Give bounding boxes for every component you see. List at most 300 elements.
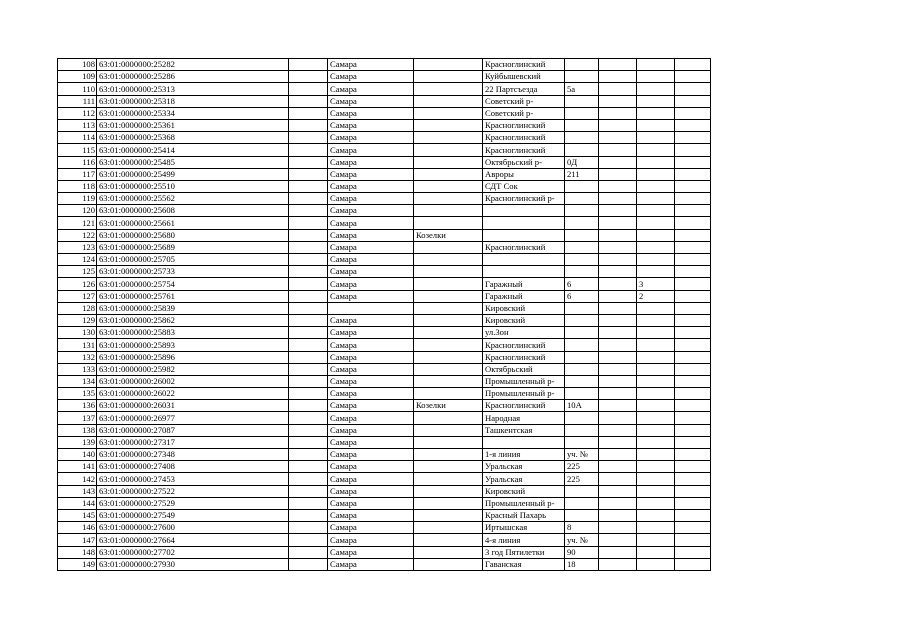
empty-cell[interactable] <box>675 254 711 266</box>
street-cell[interactable] <box>483 254 565 266</box>
empty-cell[interactable] <box>289 497 328 509</box>
row-number-cell[interactable]: 147 <box>58 534 97 546</box>
apartment-cell[interactable] <box>637 205 675 217</box>
empty-cell[interactable] <box>675 485 711 497</box>
row-number-cell[interactable]: 129 <box>58 314 97 326</box>
street-cell[interactable]: Промышленный р- <box>483 497 565 509</box>
city-cell[interactable]: Самара <box>328 558 414 570</box>
street-cell[interactable]: 4-я линия <box>483 534 565 546</box>
empty-cell[interactable] <box>289 254 328 266</box>
empty-cell[interactable] <box>599 254 637 266</box>
empty-cell[interactable] <box>289 534 328 546</box>
city-cell[interactable]: Самара <box>328 180 414 192</box>
empty-cell[interactable] <box>599 363 637 375</box>
empty-cell[interactable] <box>675 424 711 436</box>
empty-cell[interactable] <box>289 217 328 229</box>
street-cell[interactable]: Кировский <box>483 485 565 497</box>
apartment-cell[interactable] <box>637 400 675 412</box>
house-cell[interactable]: 6 <box>565 290 599 302</box>
apartment-cell[interactable] <box>637 461 675 473</box>
row-number-cell[interactable]: 108 <box>58 59 97 71</box>
city-cell[interactable]: Самара <box>328 156 414 168</box>
city-cell[interactable]: Самара <box>328 400 414 412</box>
cadastral-number-cell[interactable]: 63:01:0000000:27529 <box>97 497 289 509</box>
empty-cell[interactable] <box>599 168 637 180</box>
house-cell[interactable] <box>565 314 599 326</box>
settlement-cell[interactable] <box>414 327 483 339</box>
cadastral-number-cell[interactable]: 63:01:0000000:25510 <box>97 180 289 192</box>
city-cell[interactable]: Самара <box>328 193 414 205</box>
street-cell[interactable]: Красноглинский <box>483 119 565 131</box>
cadastral-number-cell[interactable]: 63:01:0000000:25883 <box>97 327 289 339</box>
street-cell[interactable]: Кировский <box>483 314 565 326</box>
house-cell[interactable]: 225 <box>565 461 599 473</box>
cadastral-number-cell[interactable]: 63:01:0000000:25705 <box>97 254 289 266</box>
street-cell[interactable]: 22 Партсъезда <box>483 83 565 95</box>
empty-cell[interactable] <box>599 290 637 302</box>
house-cell[interactable] <box>565 229 599 241</box>
street-cell[interactable]: Красноглинский <box>483 132 565 144</box>
empty-cell[interactable] <box>289 119 328 131</box>
settlement-cell[interactable] <box>414 132 483 144</box>
apartment-cell[interactable] <box>637 156 675 168</box>
empty-cell[interactable] <box>289 449 328 461</box>
street-cell[interactable]: Гаванская <box>483 558 565 570</box>
empty-cell[interactable] <box>289 205 328 217</box>
empty-cell[interactable] <box>675 302 711 314</box>
settlement-cell[interactable] <box>414 314 483 326</box>
cadastral-number-cell[interactable]: 63:01:0000000:25414 <box>97 144 289 156</box>
row-number-cell[interactable]: 124 <box>58 254 97 266</box>
row-number-cell[interactable]: 119 <box>58 193 97 205</box>
apartment-cell[interactable] <box>637 473 675 485</box>
apartment-cell[interactable] <box>637 241 675 253</box>
street-cell[interactable]: Красноглинский <box>483 241 565 253</box>
empty-cell[interactable] <box>599 436 637 448</box>
row-number-cell[interactable]: 121 <box>58 217 97 229</box>
cadastral-number-cell[interactable]: 63:01:0000000:27930 <box>97 558 289 570</box>
street-cell[interactable]: Гаражный <box>483 278 565 290</box>
empty-cell[interactable] <box>289 95 328 107</box>
row-number-cell[interactable]: 125 <box>58 266 97 278</box>
street-cell[interactable]: Промышленный р- <box>483 388 565 400</box>
empty-cell[interactable] <box>599 424 637 436</box>
city-cell[interactable]: Самара <box>328 278 414 290</box>
city-cell[interactable]: Самара <box>328 119 414 131</box>
cadastral-number-cell[interactable]: 63:01:0000000:25680 <box>97 229 289 241</box>
street-cell[interactable]: Красноглинский <box>483 400 565 412</box>
empty-cell[interactable] <box>599 217 637 229</box>
street-cell[interactable]: Гаражный <box>483 290 565 302</box>
apartment-cell[interactable] <box>637 546 675 558</box>
street-cell[interactable]: Красноглинский <box>483 144 565 156</box>
street-cell[interactable] <box>483 205 565 217</box>
empty-cell[interactable] <box>675 156 711 168</box>
settlement-cell[interactable] <box>414 424 483 436</box>
empty-cell[interactable] <box>289 436 328 448</box>
empty-cell[interactable] <box>675 509 711 521</box>
house-cell[interactable] <box>565 241 599 253</box>
row-number-cell[interactable]: 142 <box>58 473 97 485</box>
cadastral-number-cell[interactable]: 63:01:0000000:25761 <box>97 290 289 302</box>
city-cell[interactable]: Самара <box>328 205 414 217</box>
house-cell[interactable] <box>565 254 599 266</box>
city-cell[interactable]: Самара <box>328 327 414 339</box>
empty-cell[interactable] <box>289 388 328 400</box>
street-cell[interactable] <box>483 217 565 229</box>
empty-cell[interactable] <box>289 522 328 534</box>
empty-cell[interactable] <box>675 461 711 473</box>
empty-cell[interactable] <box>675 266 711 278</box>
cadastral-number-cell[interactable]: 63:01:0000000:25893 <box>97 339 289 351</box>
city-cell[interactable]: Самара <box>328 107 414 119</box>
city-cell[interactable]: Самара <box>328 534 414 546</box>
empty-cell[interactable] <box>599 266 637 278</box>
row-number-cell[interactable]: 137 <box>58 412 97 424</box>
empty-cell[interactable] <box>289 290 328 302</box>
city-cell[interactable]: Самара <box>328 375 414 387</box>
street-cell[interactable] <box>483 436 565 448</box>
empty-cell[interactable] <box>675 144 711 156</box>
house-cell[interactable] <box>565 363 599 375</box>
city-cell[interactable]: Самара <box>328 132 414 144</box>
empty-cell[interactable] <box>289 375 328 387</box>
empty-cell[interactable] <box>599 339 637 351</box>
house-cell[interactable]: 5а <box>565 83 599 95</box>
apartment-cell[interactable] <box>637 314 675 326</box>
row-number-cell[interactable]: 130 <box>58 327 97 339</box>
apartment-cell[interactable]: 3 <box>637 278 675 290</box>
row-number-cell[interactable]: 131 <box>58 339 97 351</box>
row-number-cell[interactable]: 143 <box>58 485 97 497</box>
empty-cell[interactable] <box>675 327 711 339</box>
row-number-cell[interactable]: 113 <box>58 119 97 131</box>
street-cell[interactable]: ул.3он <box>483 327 565 339</box>
row-number-cell[interactable]: 128 <box>58 302 97 314</box>
apartment-cell[interactable] <box>637 412 675 424</box>
house-cell[interactable] <box>565 412 599 424</box>
house-cell[interactable] <box>565 144 599 156</box>
street-cell[interactable]: Октябрьский <box>483 363 565 375</box>
city-cell[interactable]: Самара <box>328 229 414 241</box>
cadastral-number-cell[interactable]: 63:01:0000000:27453 <box>97 473 289 485</box>
cadastral-number-cell[interactable]: 63:01:0000000:26977 <box>97 412 289 424</box>
apartment-cell[interactable] <box>637 388 675 400</box>
empty-cell[interactable] <box>289 424 328 436</box>
empty-cell[interactable] <box>289 412 328 424</box>
street-cell[interactable]: Советский р- <box>483 107 565 119</box>
house-cell[interactable] <box>565 119 599 131</box>
city-cell[interactable]: Самара <box>328 168 414 180</box>
empty-cell[interactable] <box>289 363 328 375</box>
empty-cell[interactable] <box>599 107 637 119</box>
empty-cell[interactable] <box>599 509 637 521</box>
empty-cell[interactable] <box>599 400 637 412</box>
cadastral-number-cell[interactable]: 63:01:0000000:27087 <box>97 424 289 436</box>
settlement-cell[interactable] <box>414 241 483 253</box>
empty-cell[interactable] <box>599 180 637 192</box>
street-cell[interactable]: Октябрьский р- <box>483 156 565 168</box>
settlement-cell[interactable] <box>414 363 483 375</box>
street-cell[interactable]: 3 год Пятилетки <box>483 546 565 558</box>
empty-cell[interactable] <box>289 266 328 278</box>
settlement-cell[interactable] <box>414 522 483 534</box>
apartment-cell[interactable] <box>637 168 675 180</box>
street-cell[interactable]: Советский р- <box>483 95 565 107</box>
row-number-cell[interactable]: 148 <box>58 546 97 558</box>
empty-cell[interactable] <box>675 241 711 253</box>
city-cell[interactable]: Самара <box>328 217 414 229</box>
city-cell[interactable]: Самара <box>328 497 414 509</box>
row-number-cell[interactable]: 132 <box>58 351 97 363</box>
empty-cell[interactable] <box>599 241 637 253</box>
settlement-cell[interactable] <box>414 388 483 400</box>
settlement-cell[interactable] <box>414 449 483 461</box>
house-cell[interactable] <box>565 107 599 119</box>
row-number-cell[interactable]: 145 <box>58 509 97 521</box>
city-cell[interactable]: Самара <box>328 254 414 266</box>
apartment-cell[interactable] <box>637 497 675 509</box>
settlement-cell[interactable] <box>414 473 483 485</box>
empty-cell[interactable] <box>675 339 711 351</box>
street-cell[interactable]: Красноглинский <box>483 59 565 71</box>
empty-cell[interactable] <box>599 388 637 400</box>
empty-cell[interactable] <box>675 83 711 95</box>
empty-cell[interactable] <box>599 193 637 205</box>
empty-cell[interactable] <box>675 180 711 192</box>
row-number-cell[interactable]: 120 <box>58 205 97 217</box>
street-cell[interactable]: Кировский <box>483 302 565 314</box>
empty-cell[interactable] <box>289 168 328 180</box>
house-cell[interactable]: 10А <box>565 400 599 412</box>
apartment-cell[interactable] <box>637 95 675 107</box>
cadastral-number-cell[interactable]: 63:01:0000000:25862 <box>97 314 289 326</box>
row-number-cell[interactable]: 115 <box>58 144 97 156</box>
apartment-cell[interactable] <box>637 339 675 351</box>
apartment-cell[interactable] <box>637 217 675 229</box>
house-cell[interactable] <box>565 59 599 71</box>
cadastral-number-cell[interactable]: 63:01:0000000:25318 <box>97 95 289 107</box>
row-number-cell[interactable]: 122 <box>58 229 97 241</box>
apartment-cell[interactable] <box>637 363 675 375</box>
street-cell[interactable]: Куйбышевский <box>483 71 565 83</box>
row-number-cell[interactable]: 135 <box>58 388 97 400</box>
empty-cell[interactable] <box>289 278 328 290</box>
apartment-cell[interactable] <box>637 229 675 241</box>
city-cell[interactable] <box>328 302 414 314</box>
cadastral-number-cell[interactable]: 63:01:0000000:25733 <box>97 266 289 278</box>
apartment-cell[interactable] <box>637 107 675 119</box>
row-number-cell[interactable]: 134 <box>58 375 97 387</box>
row-number-cell[interactable]: 133 <box>58 363 97 375</box>
empty-cell[interactable] <box>675 217 711 229</box>
row-number-cell[interactable]: 112 <box>58 107 97 119</box>
house-cell[interactable]: уч. № <box>565 449 599 461</box>
settlement-cell[interactable] <box>414 83 483 95</box>
city-cell[interactable]: Самара <box>328 266 414 278</box>
city-cell[interactable]: Самара <box>328 388 414 400</box>
house-cell[interactable] <box>565 180 599 192</box>
row-number-cell[interactable]: 127 <box>58 290 97 302</box>
house-cell[interactable] <box>565 351 599 363</box>
city-cell[interactable]: Самара <box>328 144 414 156</box>
empty-cell[interactable] <box>599 473 637 485</box>
apartment-cell[interactable] <box>637 266 675 278</box>
apartment-cell[interactable] <box>637 83 675 95</box>
empty-cell[interactable] <box>599 461 637 473</box>
apartment-cell[interactable] <box>637 119 675 131</box>
empty-cell[interactable] <box>599 375 637 387</box>
settlement-cell[interactable] <box>414 59 483 71</box>
city-cell[interactable]: Самара <box>328 290 414 302</box>
apartment-cell[interactable] <box>637 59 675 71</box>
city-cell[interactable]: Самара <box>328 546 414 558</box>
house-cell[interactable] <box>565 132 599 144</box>
city-cell[interactable]: Самара <box>328 424 414 436</box>
empty-cell[interactable] <box>599 156 637 168</box>
empty-cell[interactable] <box>675 205 711 217</box>
apartment-cell[interactable] <box>637 375 675 387</box>
empty-cell[interactable] <box>599 278 637 290</box>
house-cell[interactable] <box>565 217 599 229</box>
row-number-cell[interactable]: 116 <box>58 156 97 168</box>
house-cell[interactable]: 90 <box>565 546 599 558</box>
city-cell[interactable]: Самара <box>328 83 414 95</box>
empty-cell[interactable] <box>289 473 328 485</box>
empty-cell[interactable] <box>675 351 711 363</box>
empty-cell[interactable] <box>289 558 328 570</box>
row-number-cell[interactable]: 138 <box>58 424 97 436</box>
city-cell[interactable]: Самара <box>328 473 414 485</box>
row-number-cell[interactable]: 149 <box>58 558 97 570</box>
cadastral-number-cell[interactable]: 63:01:0000000:25689 <box>97 241 289 253</box>
cadastral-number-cell[interactable]: 63:01:0000000:26002 <box>97 375 289 387</box>
cadastral-number-cell[interactable]: 63:01:0000000:25562 <box>97 193 289 205</box>
empty-cell[interactable] <box>289 302 328 314</box>
empty-cell[interactable] <box>675 59 711 71</box>
cadastral-number-cell[interactable]: 63:01:0000000:25608 <box>97 205 289 217</box>
street-cell[interactable]: Народная <box>483 412 565 424</box>
empty-cell[interactable] <box>599 327 637 339</box>
cadastral-number-cell[interactable]: 63:01:0000000:25368 <box>97 132 289 144</box>
empty-cell[interactable] <box>675 71 711 83</box>
city-cell[interactable]: Самара <box>328 412 414 424</box>
empty-cell[interactable] <box>289 241 328 253</box>
row-number-cell[interactable]: 140 <box>58 449 97 461</box>
settlement-cell[interactable] <box>414 95 483 107</box>
empty-cell[interactable] <box>599 302 637 314</box>
settlement-cell[interactable] <box>414 180 483 192</box>
street-cell[interactable] <box>483 266 565 278</box>
house-cell[interactable] <box>565 71 599 83</box>
empty-cell[interactable] <box>599 83 637 95</box>
empty-cell[interactable] <box>599 71 637 83</box>
settlement-cell[interactable] <box>414 485 483 497</box>
city-cell[interactable]: Самара <box>328 363 414 375</box>
cadastral-number-cell[interactable]: 63:01:0000000:25313 <box>97 83 289 95</box>
house-cell[interactable]: уч. № <box>565 534 599 546</box>
settlement-cell[interactable] <box>414 278 483 290</box>
street-cell[interactable]: Красноглинский р- <box>483 193 565 205</box>
cadastral-number-cell[interactable]: 63:01:0000000:25286 <box>97 71 289 83</box>
settlement-cell[interactable] <box>414 144 483 156</box>
settlement-cell[interactable] <box>414 546 483 558</box>
empty-cell[interactable] <box>289 339 328 351</box>
row-number-cell[interactable]: 123 <box>58 241 97 253</box>
empty-cell[interactable] <box>599 522 637 534</box>
cadastral-number-cell[interactable]: 63:01:0000000:25485 <box>97 156 289 168</box>
house-cell[interactable] <box>565 266 599 278</box>
empty-cell[interactable] <box>289 351 328 363</box>
settlement-cell[interactable] <box>414 351 483 363</box>
empty-cell[interactable] <box>599 351 637 363</box>
row-number-cell[interactable]: 109 <box>58 71 97 83</box>
street-cell[interactable]: Иртышская <box>483 522 565 534</box>
apartment-cell[interactable] <box>637 327 675 339</box>
empty-cell[interactable] <box>675 107 711 119</box>
house-cell[interactable] <box>565 205 599 217</box>
empty-cell[interactable] <box>675 400 711 412</box>
apartment-cell[interactable] <box>637 436 675 448</box>
empty-cell[interactable] <box>675 193 711 205</box>
settlement-cell[interactable] <box>414 217 483 229</box>
empty-cell[interactable] <box>675 534 711 546</box>
empty-cell[interactable] <box>675 290 711 302</box>
cadastral-number-cell[interactable]: 63:01:0000000:25982 <box>97 363 289 375</box>
empty-cell[interactable] <box>675 363 711 375</box>
house-cell[interactable] <box>565 509 599 521</box>
empty-cell[interactable] <box>599 412 637 424</box>
cadastral-number-cell[interactable]: 63:01:0000000:27549 <box>97 509 289 521</box>
cadastral-number-cell[interactable]: 63:01:0000000:27348 <box>97 449 289 461</box>
house-cell[interactable] <box>565 302 599 314</box>
empty-cell[interactable] <box>289 193 328 205</box>
settlement-cell[interactable] <box>414 254 483 266</box>
apartment-cell[interactable]: 2 <box>637 290 675 302</box>
cadastral-number-cell[interactable]: 63:01:0000000:27317 <box>97 436 289 448</box>
cadastral-number-cell[interactable]: 63:01:0000000:26022 <box>97 388 289 400</box>
row-number-cell[interactable]: 117 <box>58 168 97 180</box>
cadastral-number-cell[interactable]: 63:01:0000000:25839 <box>97 302 289 314</box>
empty-cell[interactable] <box>599 144 637 156</box>
apartment-cell[interactable] <box>637 193 675 205</box>
row-number-cell[interactable]: 144 <box>58 497 97 509</box>
house-cell[interactable] <box>565 327 599 339</box>
house-cell[interactable]: 8 <box>565 522 599 534</box>
empty-cell[interactable] <box>289 59 328 71</box>
street-cell[interactable] <box>483 229 565 241</box>
empty-cell[interactable] <box>675 95 711 107</box>
city-cell[interactable]: Самара <box>328 485 414 497</box>
settlement-cell[interactable] <box>414 107 483 119</box>
empty-cell[interactable] <box>675 278 711 290</box>
apartment-cell[interactable] <box>637 132 675 144</box>
empty-cell[interactable] <box>599 59 637 71</box>
city-cell[interactable]: Самара <box>328 339 414 351</box>
settlement-cell[interactable] <box>414 168 483 180</box>
settlement-cell[interactable] <box>414 205 483 217</box>
settlement-cell[interactable] <box>414 266 483 278</box>
empty-cell[interactable] <box>289 107 328 119</box>
street-cell[interactable]: Красноглинский <box>483 339 565 351</box>
settlement-cell[interactable] <box>414 71 483 83</box>
apartment-cell[interactable] <box>637 485 675 497</box>
empty-cell[interactable] <box>675 546 711 558</box>
empty-cell[interactable] <box>289 83 328 95</box>
empty-cell[interactable] <box>675 436 711 448</box>
settlement-cell[interactable] <box>414 436 483 448</box>
settlement-cell[interactable] <box>414 302 483 314</box>
